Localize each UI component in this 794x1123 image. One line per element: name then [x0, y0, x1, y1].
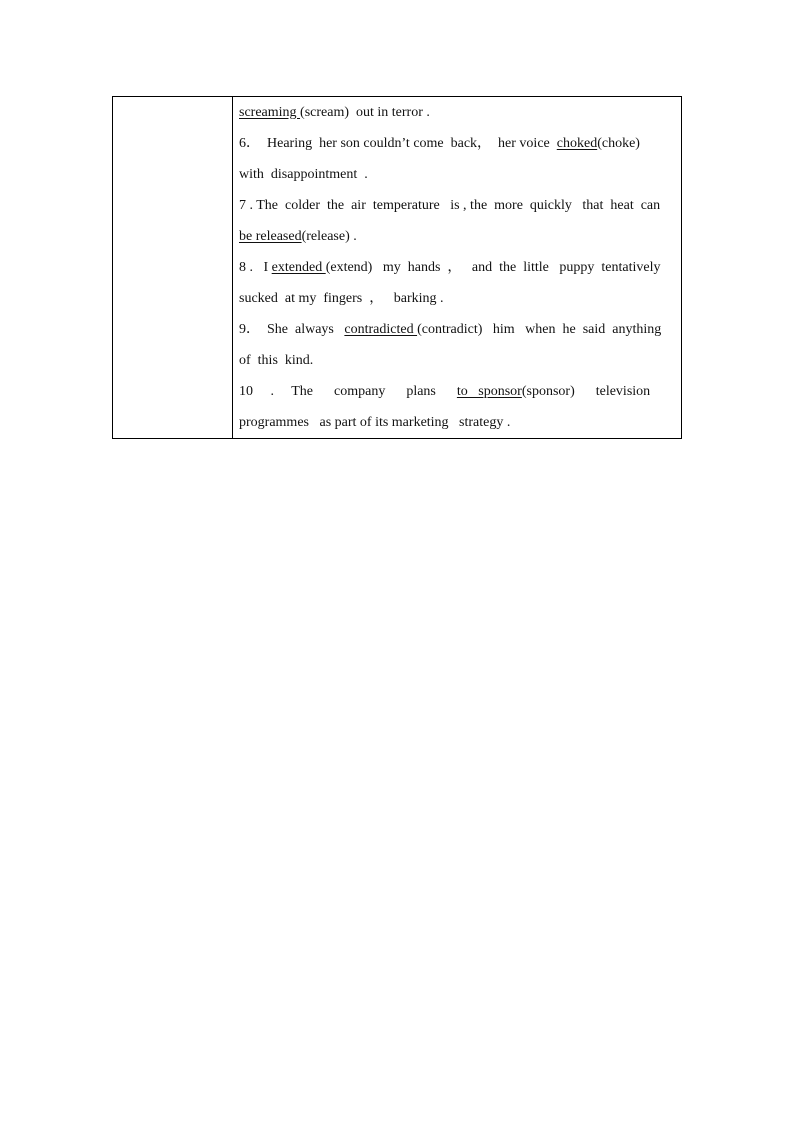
- text: with disappointment .: [239, 166, 368, 182]
- text: 8 . I: [239, 259, 272, 275]
- text: sucked at my fingers ， barking .: [239, 290, 444, 306]
- text: 9． She always: [239, 321, 345, 337]
- text: (sponsor) television: [521, 383, 651, 399]
- line-5: [239, 221, 673, 252]
- text: (extend) my hands ， and the little puppy tentatively: [325, 259, 661, 275]
- line-9: [239, 345, 673, 376]
- answer-contradicted: contradicted: [344, 321, 418, 337]
- line-2: [239, 128, 673, 159]
- line-11: [239, 407, 673, 438]
- line-10: [239, 376, 673, 407]
- text: 7 . The colder the air temperature is , the more quickly that heat can: [239, 197, 661, 213]
- text: 10 . The company plans: [239, 383, 457, 399]
- text: (choke): [597, 135, 640, 151]
- line-1: [239, 97, 673, 128]
- line-8: [239, 314, 673, 345]
- answer-extended: extended: [271, 259, 326, 275]
- exercise-table: [112, 96, 682, 439]
- table-right-cell: [233, 97, 681, 438]
- text: (release) .: [301, 228, 357, 244]
- text: (scream) out in terror .: [300, 104, 430, 120]
- answer-to-sponsor: to sponsor: [456, 383, 522, 399]
- table-left-cell: [113, 97, 233, 438]
- text: 6． Hearing her son couldn’t come back， her voice: [239, 135, 557, 151]
- text: programmes as part of its marketing strategy .: [239, 414, 511, 430]
- text: of this kind.: [239, 352, 314, 368]
- line-3: [239, 159, 673, 190]
- answer-screaming: screaming: [239, 104, 301, 120]
- answer-choked: choked: [556, 135, 598, 151]
- text: (contradict) him when he said anything: [417, 321, 662, 337]
- line-7: [239, 283, 673, 314]
- line-6: [239, 252, 673, 283]
- answer-be-released: be released: [239, 228, 302, 244]
- line-4: [239, 190, 673, 221]
